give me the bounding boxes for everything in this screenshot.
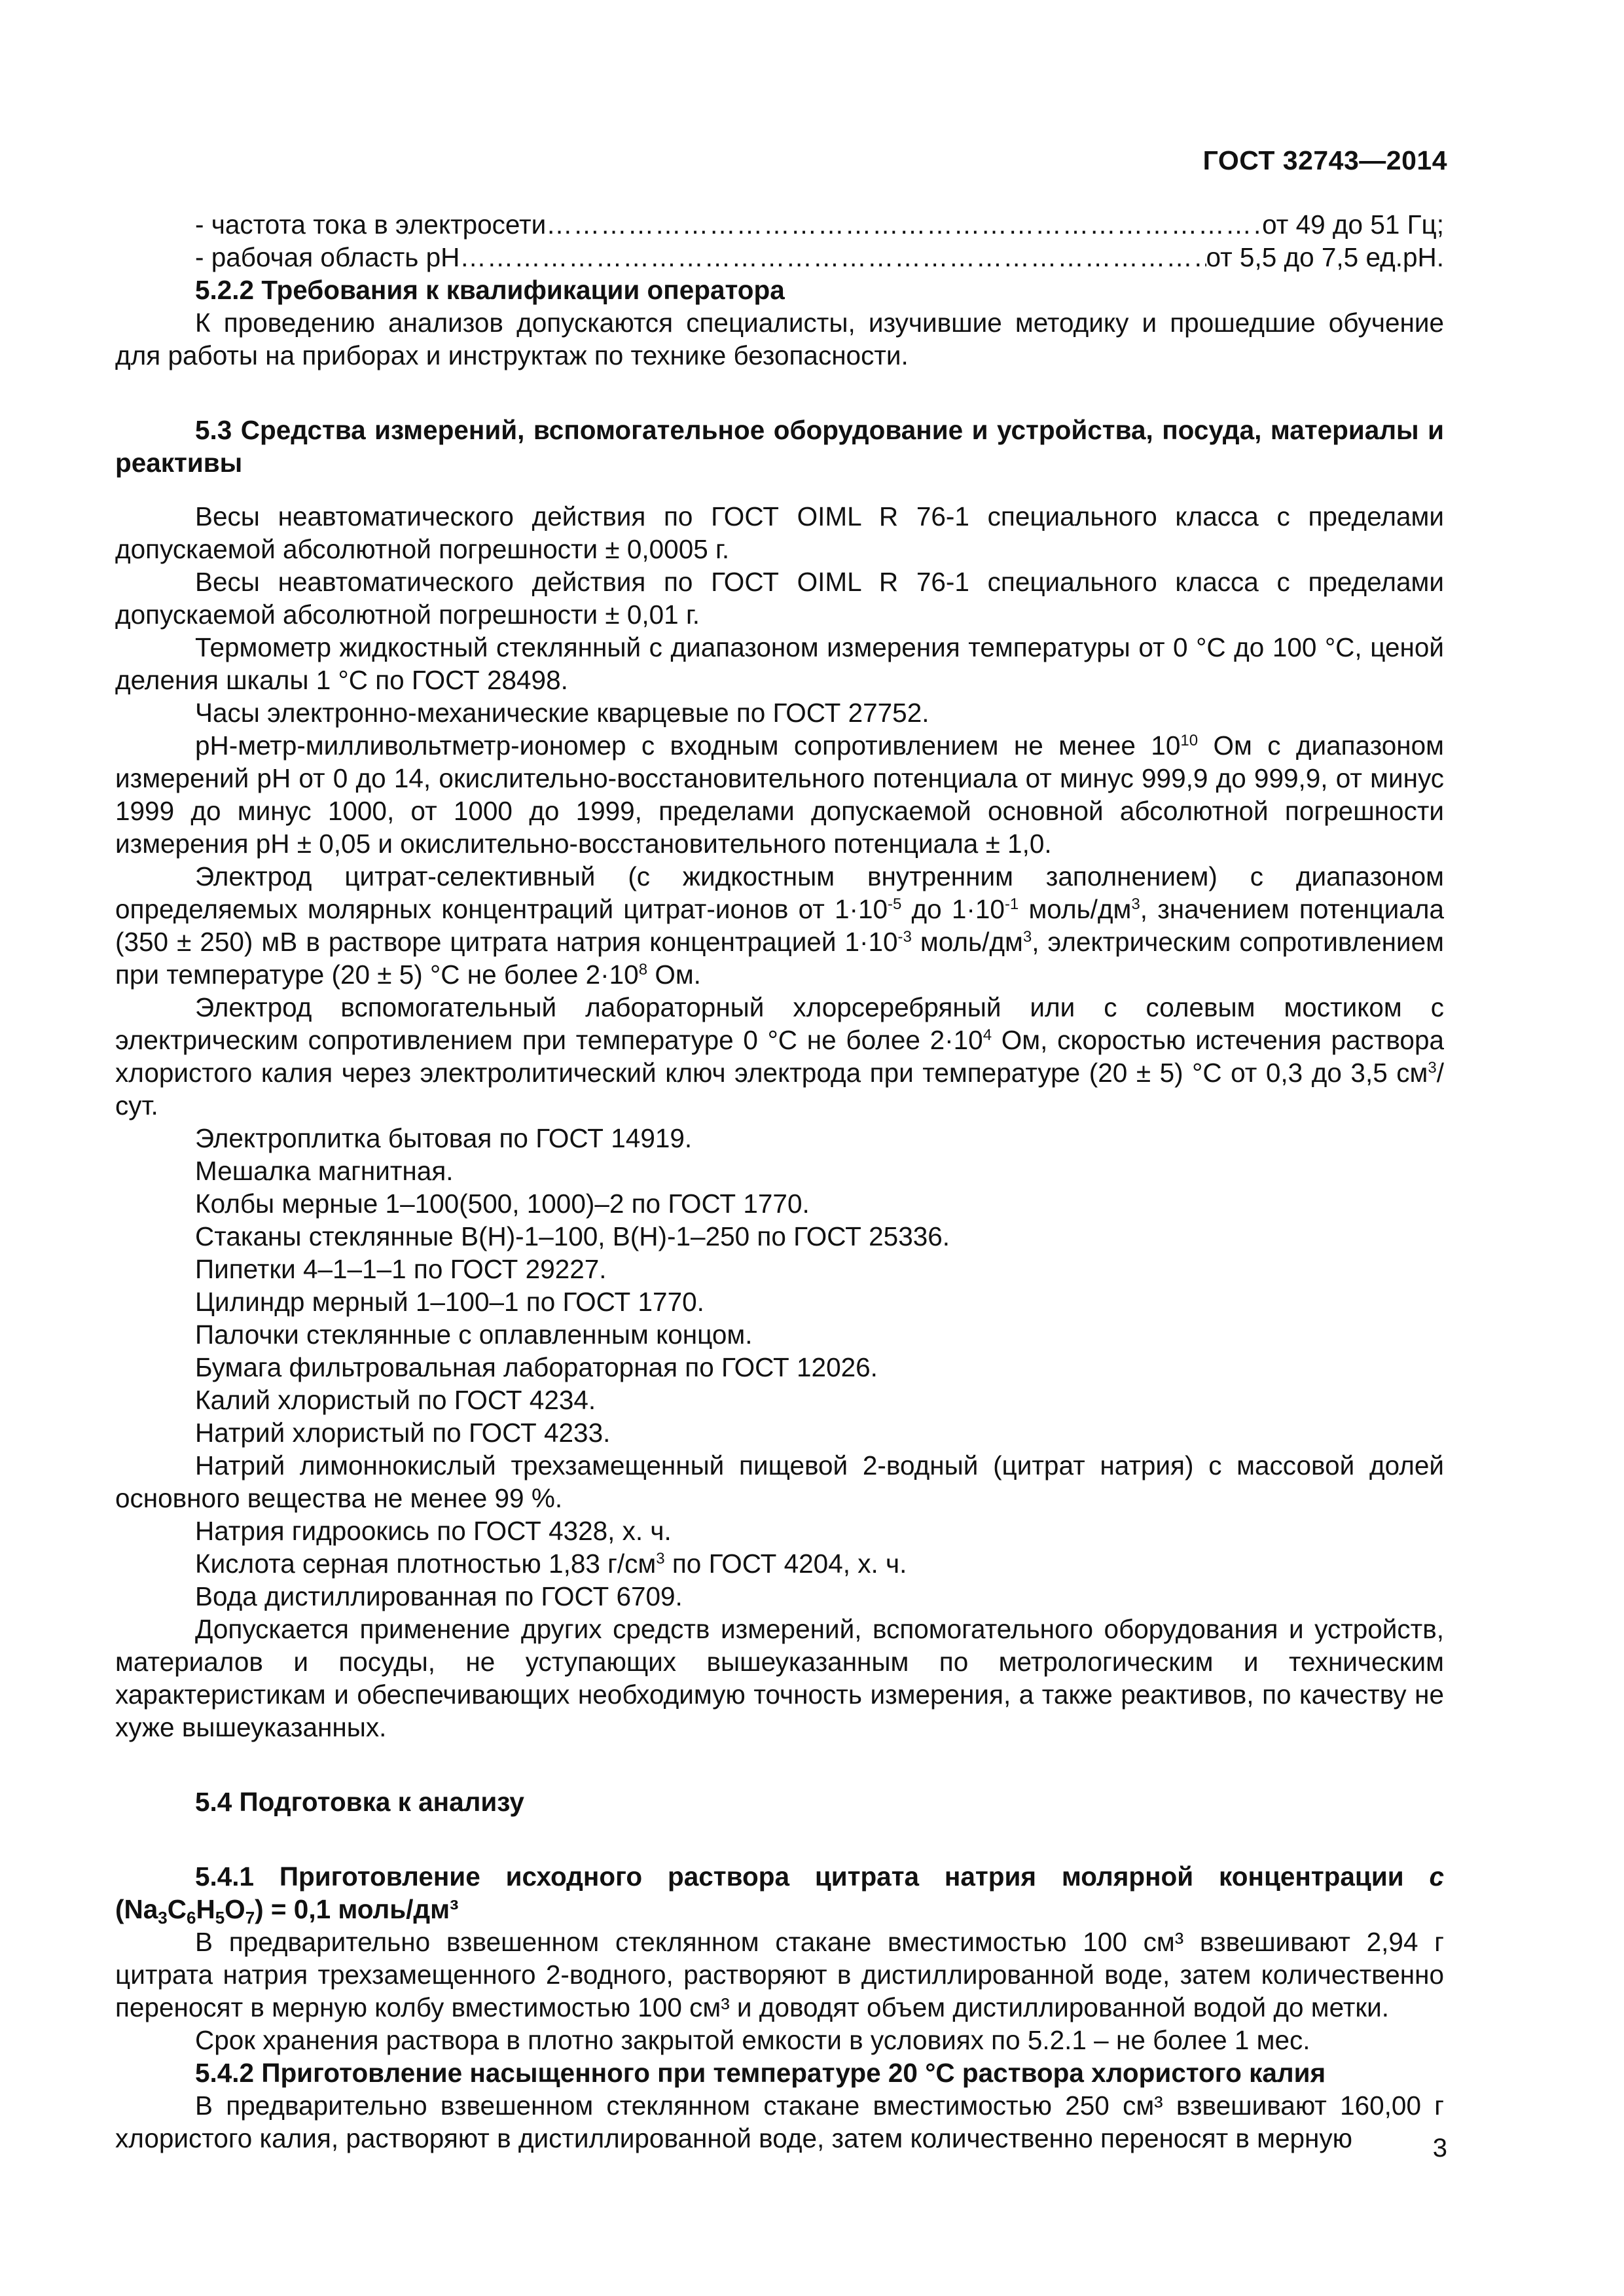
ph-value: от 5,5 до 7,5 ед.рН. (1206, 242, 1444, 272)
ph-label: - рабочая область рН (195, 242, 460, 272)
freq-label: - частота тока в электросети (195, 209, 547, 240)
item-sulfuric-acid: Кислота серная плотностью 1,83 $г/см^3$ по ГОСТ 4204, х. ч. (195, 1549, 907, 1579)
list-item: Пипетки 4–1–1–1 по ГОСТ 29227. (195, 1254, 607, 1284)
paragraph-allowed-substitutes: Допускается применение других средств измерений, вспомогательного оборудования и устройств, материалов и посуды, не уступающих вышеуказанным по метрологическим и техническим характеристикам и обеспечивающих необходимую точность измерения, а также реактивов, по качеству не хуже вышеуказанных. (115, 1614, 1444, 1742)
freq-line (115, 208, 1444, 241)
freq-value: от 49 до 51 Гц; (1262, 209, 1444, 240)
page-content (115, 208, 1444, 2155)
dot-leader (546, 208, 1262, 241)
list-item: Колбы мерные 1–100(500, 1000)–2 по ГОСТ 1770. (195, 1189, 810, 1219)
item-reference-electrode: Электрод вспомогательный лабораторный хлорсеребряный или с солевым мостиком с электрическим сопротивлением при температуре 0 °С не более $2\cdot 10^4$ Ом, скоростью истечения раствора хлористого калия через электролитический ключ электрода при температуре (20 ± 5) °С от 0,3 до 3,5 $см^3$/сут. (115, 992, 1444, 1121)
heading-5-4: 5.4 Подготовка к анализу (195, 1787, 524, 1817)
page-number: 3 (1432, 2134, 1447, 2162)
list-item: Стаканы стеклянные В(Н)-1–100, В(Н)-1–250 по ГОСТ 25336. (195, 1221, 950, 1251)
list-item: Палочки стеклянные с оплавленным концом. (195, 1319, 753, 1350)
heading-5-4-1: 5.4.1 Приготовление исходного раствора цитрата натрия молярной концентрации с $(Na_3C_6H_5O_7) = 0,1$ моль/дм³ (115, 1861, 1444, 1928)
paragraph-5-2-2: К проведению анализов допускаются специалисты, изучившие методику и прошедшие обучение для работы на приборах и инструктаж по технике безопасности. (115, 308, 1444, 370)
item-citrate-electrode: Электрод цитрат-селективный (с жидкостным внутренним заполнением) с диапазоном определяемых молярных концентраций цитрат-ионов от $1\cdot 10^{-5}$ до $1\cdot 10^{-1}$ моль/$дм^3$, значением потенциала (350 ± 250) мВ в растворе цитрата натрия концентрацией $1\cdot 10^{-3}$ моль/$дм^3$, электрическим сопротивлением при температуре (20 ± 5) °С не более $2\cdot 10^8$ Ом. (115, 861, 1444, 990)
heading-5-3: 5.3 Средства измерений, вспомогательное оборудование и устройства, посуда, материалы и реактивы (115, 415, 1444, 478)
list-item: Калий хлористый по ГОСТ 4234. (195, 1385, 596, 1415)
paragraph-storage: Срок хранения раствора в плотно закрытой емкости в условиях по 5.2.1 – не более 1 мес. (195, 2025, 1310, 2055)
heading-5-2-2: 5.2.2 Требования к квалификации оператора (195, 275, 785, 305)
list-item: Натрий хлористый по ГОСТ 4233. (195, 1418, 611, 1448)
item-distilled-water: Вода дистиллированная по ГОСТ 6709. (195, 1581, 683, 1611)
heading-5-4-2: 5.4.2 Приготовление насыщенного при температуре 20 °С раствора хлористого калия (195, 2058, 1326, 2088)
item-thermometer: Термометр жидкостный стеклянный с диапазоном измерения температуры от 0 °С до 100 °С, ценой деления шкалы 1 °С по ГОСТ 28498. (115, 632, 1444, 695)
item-sodium-citrate: Натрий лимоннокислый трехзамещенный пищевой 2-водный (цитрат натрия) с массовой долей основного вещества не менее 99 %. (115, 1450, 1444, 1513)
item-sodium-hydroxide: Натрия гидроокись по ГОСТ 4328, х. ч. (195, 1516, 672, 1546)
list-item: Электроплитка бытовая по ГОСТ 14919. (195, 1123, 693, 1153)
ph-line (115, 241, 1444, 274)
list-item: Мешалка магнитная. (195, 1156, 454, 1186)
dot-leader (460, 241, 1206, 274)
list-item: Цилиндр мерный 1–100–1 по ГОСТ 1770. (195, 1287, 704, 1317)
list-item: Бумага фильтровальная лабораторная по ГОСТ 12026. (195, 1352, 878, 1382)
item-scales-1: Весы неавтоматического действия по ГОСТ OIML R 76-1 специального класса с пределами допускаемой абсолютной погрешности ± 0,0005 г. (115, 501, 1444, 564)
item-clock: Часы электронно-механические кварцевые по ГОСТ 27752. (195, 698, 929, 728)
standard-number: ГОСТ 32743—2014 (1202, 145, 1447, 175)
paragraph-5-4-2: В предварительно взвешенном стеклянном стакане вместимостью 250 см³ взвешивают 160,00 г хлористого калия, растворяют в дистиллированной воде, затем количественно переносят в мерную (115, 2090, 1444, 2153)
item-ph-meter: рН-метр-милливольтметр-иономер с входным сопротивлением не менее $10^{10}$ Ом с диапазоном измерений рН от 0 до 14, окислительно-восстановительного потенциала от минус 999,9 до 999,9, от минус 1999 до минус 1000, от 1000 до 1999, пределами допускаемой основной абсолютной погрешности измерения рН ± 0,05 и окислительно-восстановительного потенциала ± 1,0. (115, 730, 1444, 859)
item-scales-2: Весы неавтоматического действия по ГОСТ OIML R 76-1 специального класса с пределами допускаемой абсолютной погрешности ± 0,01 г. (115, 567, 1444, 630)
paragraph-5-4-1: В предварительно взвешенном стеклянном стакане вместимостью 100 см³ взвешивают 2,94 г цитрата натрия трехзамещенного 2-водного, растворяют в дистиллированной воде, затем количественно переносят в мерную колбу вместимостью 100 см³ и доводят объем дистиллированной водой до метки. (115, 1927, 1444, 2022)
